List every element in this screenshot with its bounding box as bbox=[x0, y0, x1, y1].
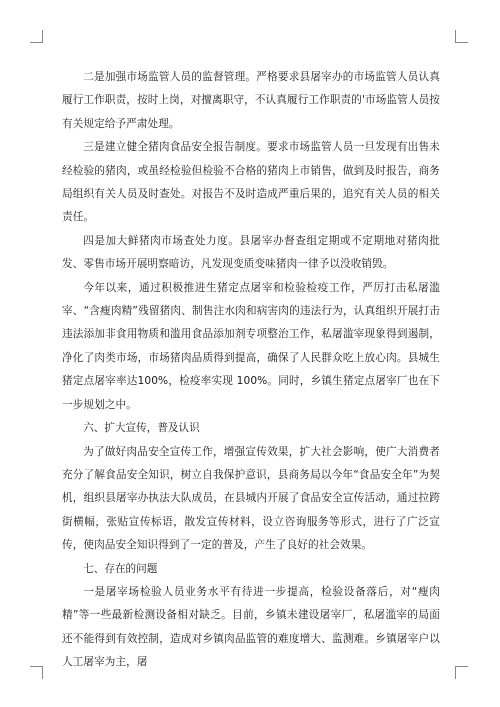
crop-mark-top-left bbox=[30, 30, 43, 43]
paragraph-publicity: 为了做好肉品安全宣传工作，增强宣传效果，扩大社会影响，使广大消费者充分了解食品安全知识，树立自我保护意识，县商务局以今年“食品安全年”为契机，组织县屠宰办执法大队成员，在县城内开展了食品安全宣传活动，通过拉跨街横幅，张贴宣传标语，散发宣传材料，设立咨询服务等形式，进行了广泛宣传，使肉品安全知识得到了一定的普及，产生了良好的社会效果。 bbox=[62, 445, 440, 552]
paragraph-results: 今年以来，通过积极推进生猪定点屠宰和检验检疫工作，严厉打击私屠滥宰、“含瘦肉精”残留猪肉、制售注水肉和病害肉的违法行为，认真组织开展打击违法添加非食用物质和滥用食品添加剂专项整治工作，私屠滥宰现象得到遏制，净化了肉类市场，市场猪肉品质得到提高，确保了人民群众吃上放心肉。县城生猪定点屠宰率达100%，检疫率实现 100%。同时，乡镇生猪定点屠宰厂也在下一步规划之中。 bbox=[62, 281, 440, 411]
section-heading-problems: 七、存在的问题 bbox=[83, 562, 158, 575]
crop-mark-bottom-left bbox=[30, 666, 43, 679]
paragraph-market-inspection: 四是加大鲜猪肉市场查处力度。县屠宰办督查组定期或不定期地对猪肉批发、零售市场开展明察暗访，凡发现变质变味猪肉一律予以没收销毁。 bbox=[62, 234, 440, 271]
paragraph-supervision: 二是加强市场监管人员的监督管理。严格要求县屠宰办的市场监管人员认真履行工作职责，按时上岗，对擅离职守，不认真履行工作职责的'市场监管人员按有关规定给予严肃处理。 bbox=[62, 71, 440, 130]
section-heading-publicity: 六、扩大宣传，普及认识 bbox=[83, 422, 200, 435]
paragraph-problems: 一是屠宰场检验人员业务水平有待进一步提高，检验设备落后，对“瘦肉精”等一些最新检测设备相对缺乏。目前，乡镇未建设屠宰厂，私屠滥宰的局面还不能得到有效控制，造成对乡镇肉品监管的难度增大、监测难。乡镇屠宰户以人工屠宰为主，屠 bbox=[62, 585, 440, 669]
document-body bbox=[62, 66, 440, 675]
crop-mark-top-right bbox=[455, 30, 468, 43]
paragraph-reporting-system: 三是建立健全猪肉食品安全报告制度。要求市场监管人员一旦发现有出售未经检验的猪肉，或虽经检验但检验不合格的猪肉上市销售，做到及时报告，商务局组织有关人员及时查处。对报告不及时造成严重后果的，追究有关人员的相关责任。 bbox=[62, 141, 440, 224]
crop-mark-bottom-right bbox=[455, 666, 468, 679]
